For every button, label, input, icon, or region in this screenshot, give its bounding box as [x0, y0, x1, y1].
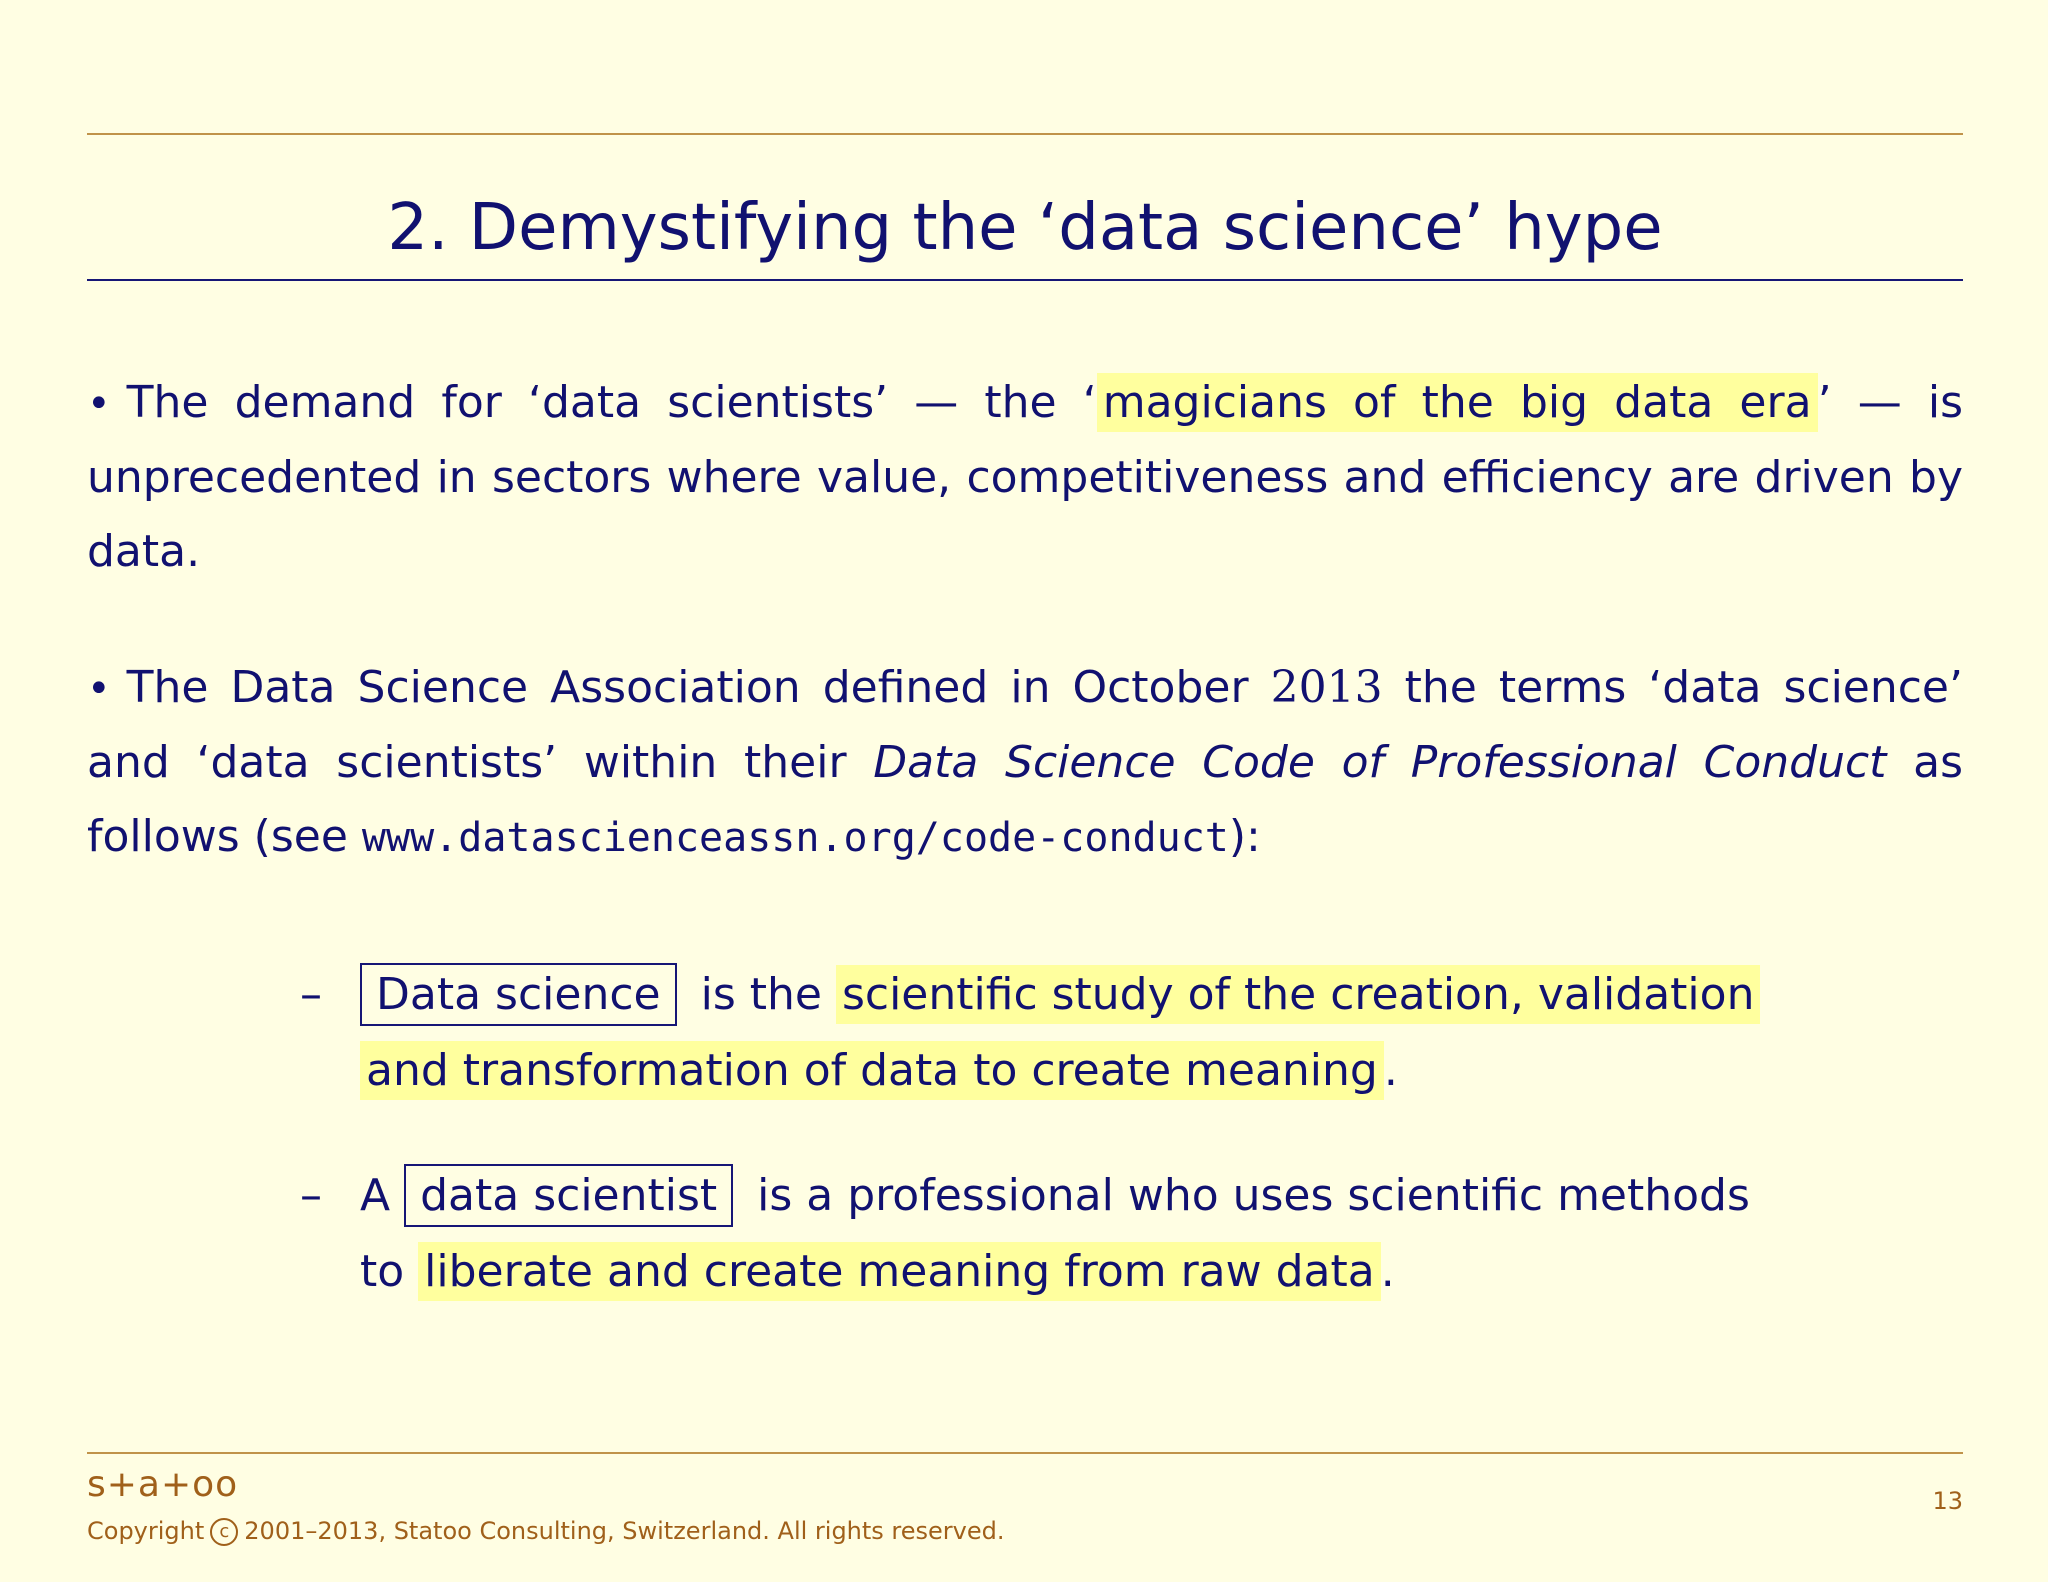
copyright-notice	[87, 1513, 1005, 1549]
header-rule	[87, 133, 1963, 135]
def2-to: to	[360, 1246, 405, 1297]
para1-highlight: magicians of the big data era	[1097, 373, 1818, 432]
slide-title: 2. Demystifying the ‘data science’ hype	[387, 191, 1663, 265]
definition-data-scientist	[300, 1158, 1800, 1310]
para2-text-d: ):	[1228, 811, 1261, 862]
dash-marker: –	[300, 1170, 322, 1221]
def1-connector: is the	[700, 969, 822, 1020]
para2-text-a: The Data Science Association defined in October	[126, 662, 1271, 713]
def2-text-line1: is a professional who uses scientific methods	[757, 1170, 1750, 1221]
def2-end: .	[1380, 1246, 1395, 1297]
para1-text-a: The demand for ‘data scientists’ — the ‘	[126, 377, 1097, 428]
copyright-icon: c	[210, 1518, 238, 1546]
def1-highlight-line1: scientific study of the creation, validation	[836, 965, 1761, 1024]
para1-text-b: ’ — is unprecedented in sectors where value, competitiveness and efficiency are driven by data.	[87, 377, 1963, 577]
para2-text-b: the terms ‘data science’ and ‘data scientists’ within their	[87, 662, 1963, 788]
def2-highlight: liberate and create meaning from raw data	[418, 1242, 1381, 1301]
copyright-prefix: Copyright	[87, 1517, 205, 1545]
bullet-paragraph-demand	[87, 366, 1963, 589]
footer-rule	[87, 1452, 1963, 1454]
def1-highlight-line2: and transformation of data to create meaning	[360, 1041, 1384, 1100]
term-box-data-scientist: data scientist	[404, 1164, 733, 1227]
dash-marker: –	[300, 969, 322, 1020]
para2-code-title: Data Science Code of Professional Conduct	[873, 737, 1887, 788]
bullet-icon: •	[87, 666, 111, 712]
bullet-icon: •	[87, 381, 111, 427]
para2-year: 2013	[1270, 662, 1383, 713]
copyright-text: 2001–2013, Statoo Consulting, Switzerland. All rights reserved.	[244, 1517, 1005, 1545]
page-number: 13	[1932, 1487, 1963, 1515]
para2-url: www.datascienceassn.org/code-conduct	[361, 815, 1229, 861]
bullet-paragraph-definition	[87, 651, 1963, 875]
def1-end: .	[1383, 1045, 1398, 1096]
def2-prefix: A	[360, 1170, 391, 1221]
title-underline	[87, 279, 1963, 281]
term-box-data-science: Data science	[360, 963, 677, 1026]
definition-data-science	[300, 957, 1800, 1109]
para2-text-c: as follows (see	[87, 737, 1963, 862]
statoo-logo: s+a+oo	[87, 1464, 239, 1505]
